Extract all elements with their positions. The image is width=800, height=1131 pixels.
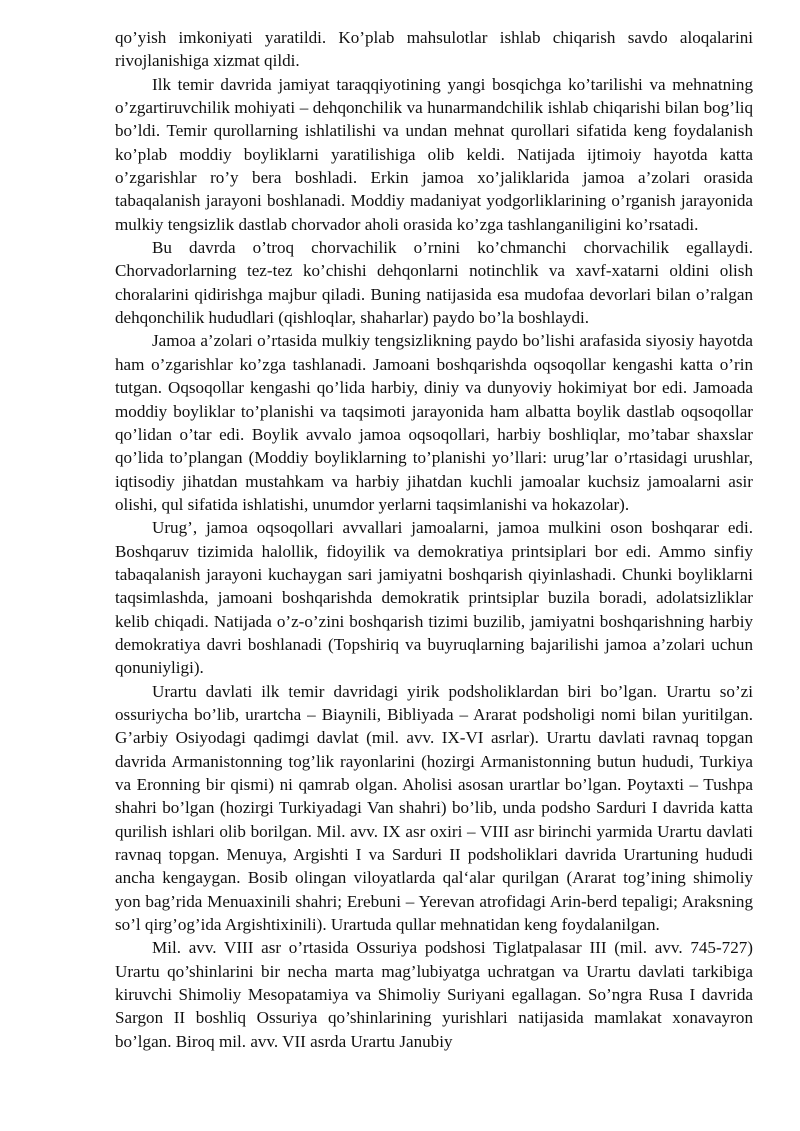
- paragraph: Urartu davlati ilk temir davridagi yirik podsholiklardan biri bo’lgan. Urartu so’zi ossuriycha bo’lib, urartcha – Biaynili, Bibliyada – Ararat podsholigi nomi bilan yuritilgan. G’arbiy Osiyodagi qadimgi davlat (mil. avv. IX-VI asrlar). Urartu davlati ravnaq topgan davrida Armanistonning tog’lik rayonlarini (hozirgi Armanistonning butun hududi, Turkiya va Eronning bir qismi) ni qamrab olgan. Aholisi asosan urartlar bo’lgan. Poytaxti – Tushpa shahri bo’lgan (hozirgi Turkiyadagi Van shahri) bo’lib, unda podsho Sarduri I davrida katta qurilish ishlari olib borilgan. Mil. avv. IX asr oxiri – VIII asr birinchi yarmida Urartu davlati ravnaq topgan. Menuya, Argishti I va Sarduri II podsholiklari davrida Urartuning hududi ancha kengaygan. Bosib olingan viloyatlarda qal‘alar qurilgan (Ararat tog’ining shimoliy yon bag’rida Menuaxinili shahri; Erebuni – Yerevan atrofidagi Arin-berd tepaligi; Araksning so’l qirg’og’ida Argishtixinili). Urartuda qullar mehnatidan keng foydalanilgan.: [115, 681, 753, 935]
- paragraph: Ilk temir davrida jamiyat taraqqiyotining yangi bosqichga ko’tarilishi va mehnatning o’zgartiruvchilik mohiyati – dehqonchilik va hunarmandchilik ishlab chiqarishi bilan bog’liq bo’ldi. Temir qurollarning ishlatilishi va undan mehnat qurollari sifatida keng foydalanish ko’plab moddiy boyliklarni yaratilishiga olib keldi. Natijada ijtimoiy hayotda katta o’zgarishlar ro’y bera boshladi. Erkin jamoa xo’jaliklarida jamoa a’zolari orasida tabaqalanish jarayoni boshlanadi. Moddiy madaniyat yodgorliklarining o’rganish jarayonida mulkiy tengsizlik dastlab chorvador aholi orasida ko’zga tashlanganiligini ko’rsatadi.: [115, 74, 753, 234]
- paragraph: Urug’, jamoa oqsoqollari avvallari jamoalarni, jamoa mulkini oson boshqarar edi. Boshqaruv tizimida halollik, fidoyilik va demokratiya printsiplari bor edi. Ammo sinfiy tabaqalanish jarayoni kuchaygan sari jamiyatni boshqarish qiyinlashadi. Chunki boyliklarni taqsimlashda, jamoani boshqarishda demokratik printsiplar buzila boradi, adolatsizliklar kelib chiqadi. Natijada o’z-o’zini boshqarish tizimi buzilib, jamiyatni boshqarishning harbiy demokratiya davri boshlanadi (Topshiriq va buyruqlarning bajarilishi jamoa a’zolari uchun qonuniyligi).: [115, 518, 753, 678]
- paragraph: Mil. avv. VIII asr o’rtasida Ossuriya podshosi Tiglatpalasar III (mil. avv. 745-727) Urartu qo’shinlarini bir necha marta mag’lubiyatga uchratgan va Urartu davlati tarkibiga kiruvchi Shimoliy Mesopatamiya va Shimoliy Suriyani egallagan. So’ngra Rusa I davrida Sargon II boshliq Ossuriya qo’shinlarining yurishlari natijasida mamlakat xonavayron bo’lgan. Biroq mil. avv. VII asrda Urartu Janubiy: [115, 938, 753, 1051]
- paragraph: Jamoa a’zolari o’rtasida mulkiy tengsizlikning paydo bo’lishi arafasida siyosiy hayotda ham o’zgarishlar ko’zga tashlanadi. Jamoani boshqarishda oqsoqollar kengashi katta o’rin tutgan. Oqsoqollar kengashi qo’lida harbiy, diniy va dunyoviy hokimiyat bor edi. Jamoada moddiy boyliklar to’planishi va taqsimoti jarayonida ham albatta boylik dastlab oqsoqollar qo’lidan o’tar edi. Boylik avvalo jamoa oqsoqollari, harbiy boshliqlar, mo’tabar shaxslar qo’lida to’plangan (Moddiy boyliklarning to’planishi yo’llari: urug’lar o’rtasidagi urushlar, iqtisodiy jihatdan mustahkam va harbiy jihatdan kuchli jamoalar kuchsiz jamoalarni asir olishi, qul sifatida ishlatishi, unumdor yerlarni taqsimlanishi va hokazolar).: [115, 331, 753, 514]
- paragraph: Bu davrda o’troq chorvachilik o’rnini ko’chmanchi chorvachilik egallaydi. Chorvadorlarning tez-tez ko’chishi dehqonlarni notinchlik va xavf-xatarni oldini olish choralarini qidirishga majbur qiladi. Buning natijasida esa mudofaa devorlari bilan o’ralgan dehqonchilik hududlari (qishloqlar, shaharlar) paydo bo’la boshlaydi.: [115, 238, 753, 328]
- document-page: [115, 26, 753, 1053]
- paragraph: qo’yish imkoniyati yaratildi. Ko’plab mahsulotlar ishlab chiqarish savdo aloqalarini rivojlanishiga xizmat qildi.: [115, 28, 753, 71]
